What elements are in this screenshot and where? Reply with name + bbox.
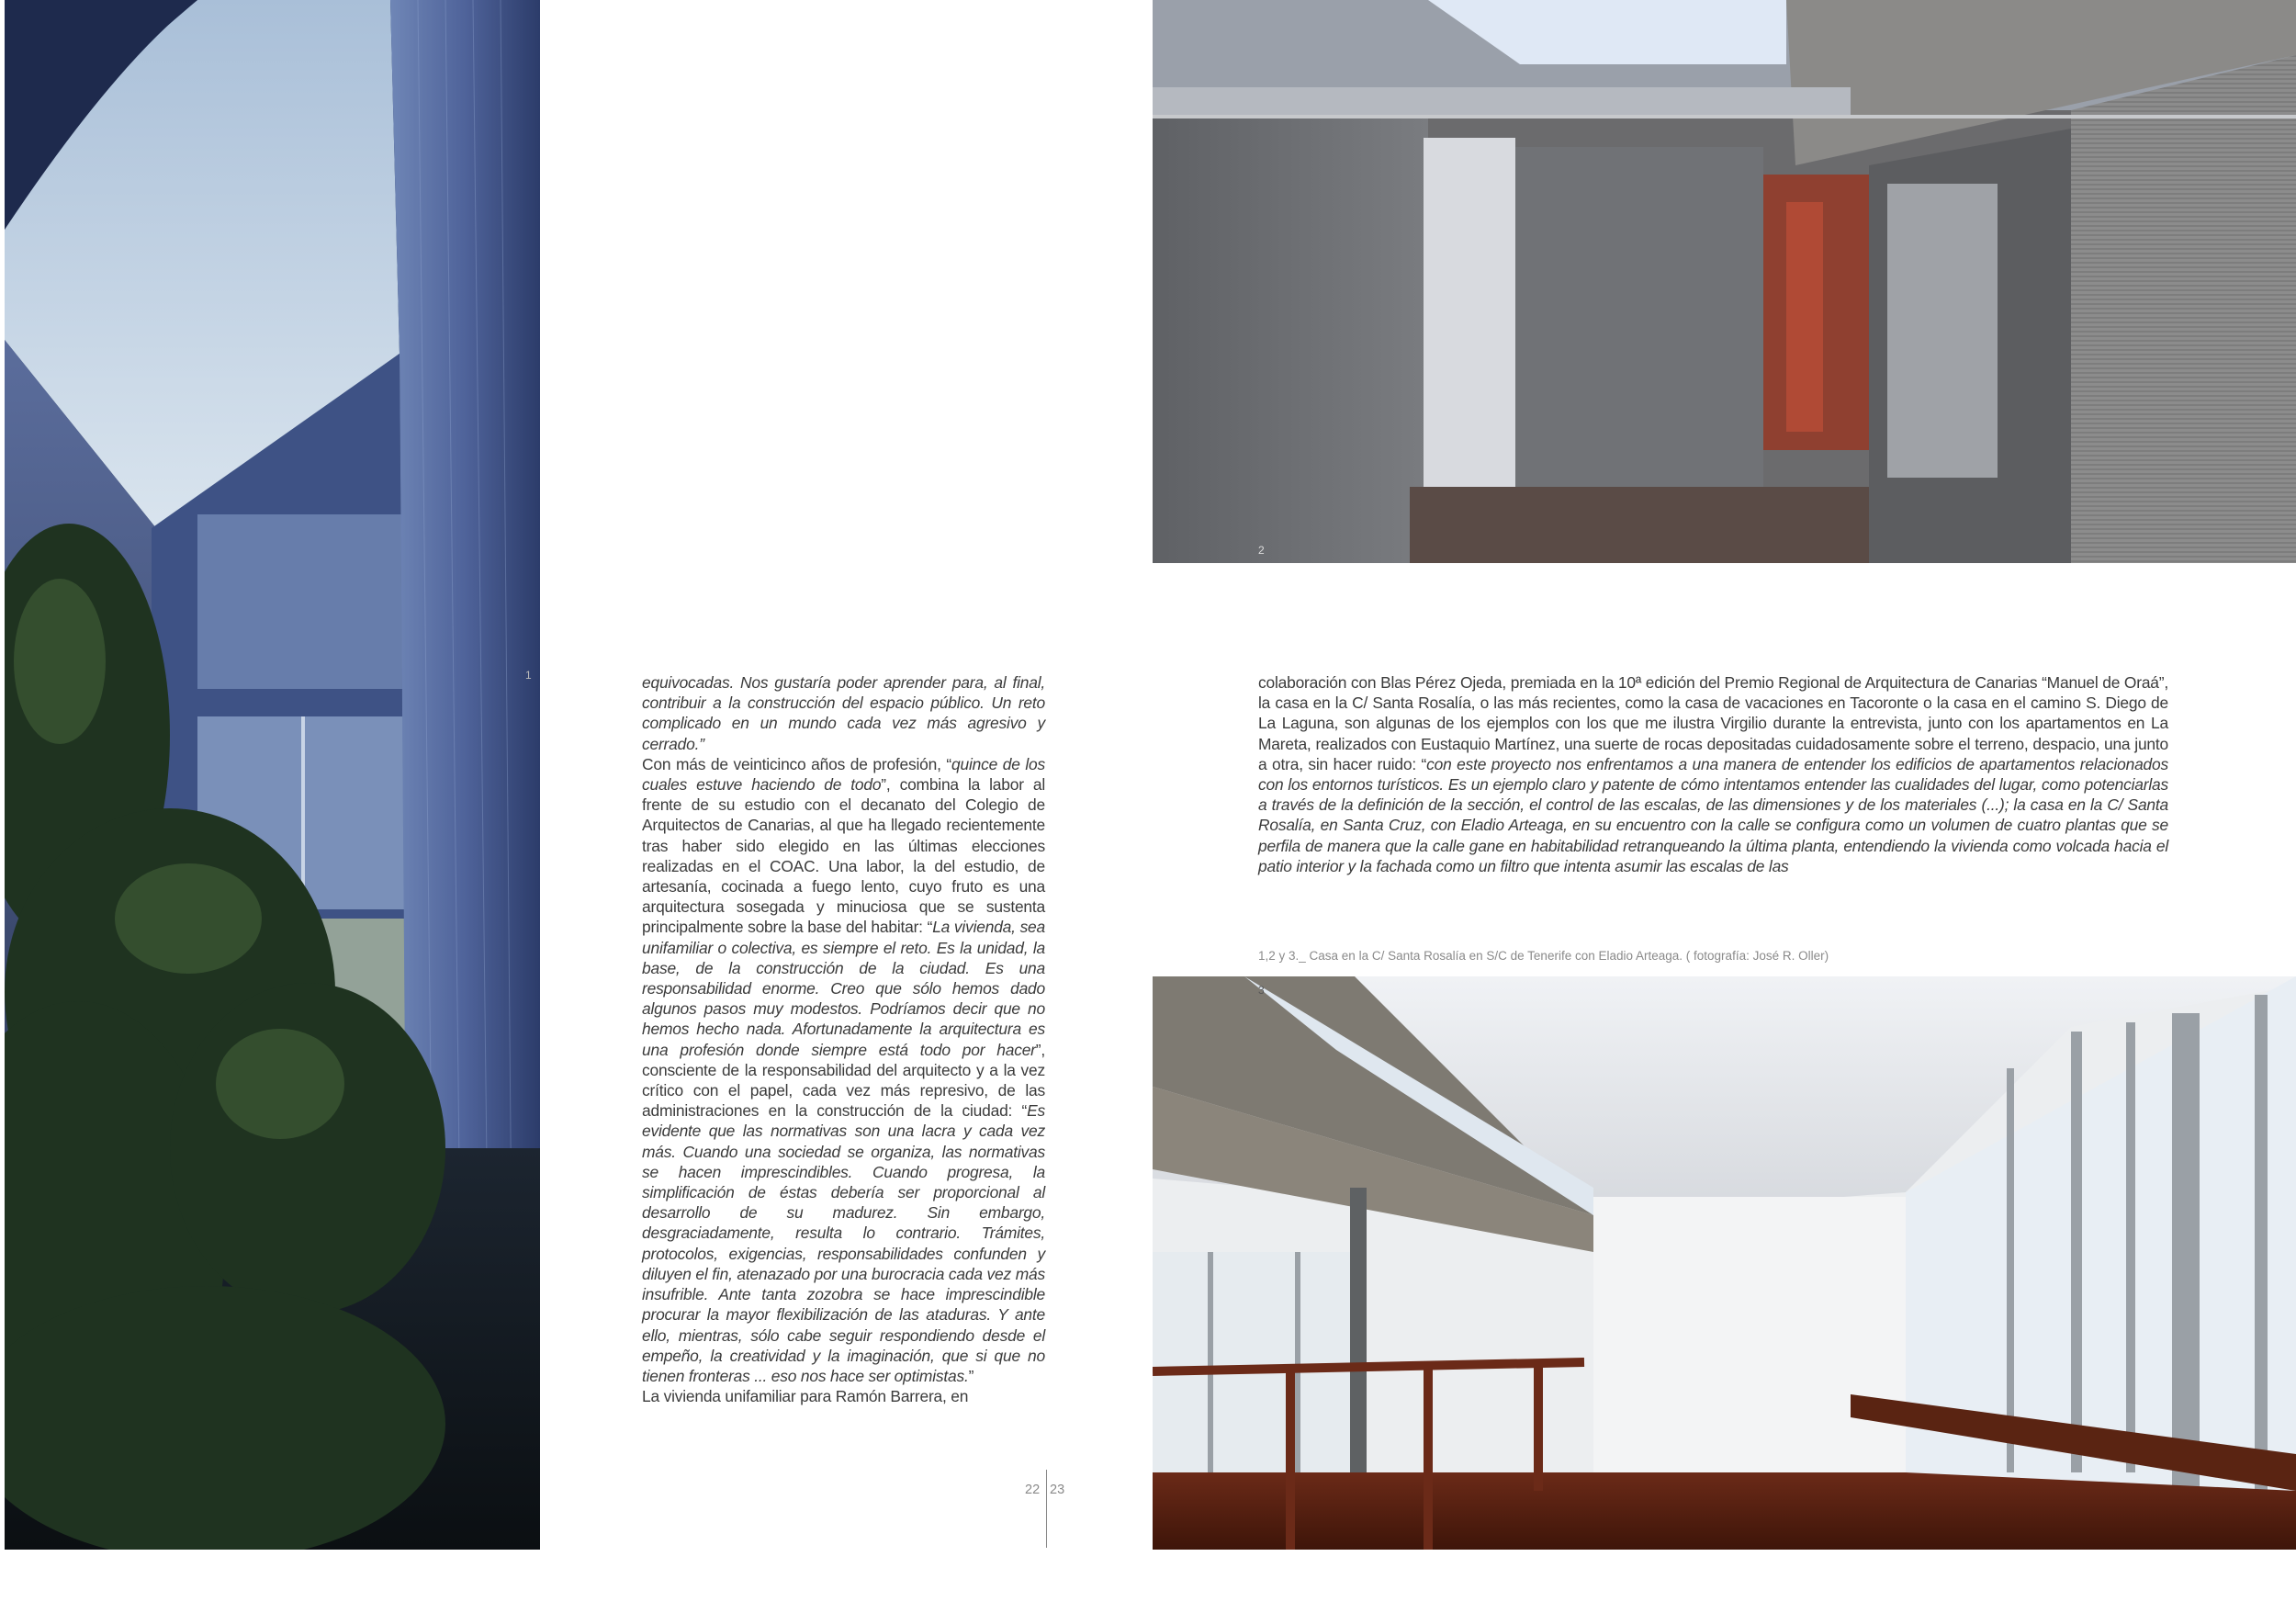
quote-text: quince de los cuales estuve haciendo de todo xyxy=(642,754,1045,795)
body-text: ”, consciente de la responsabilidad del arquitecto y a la vez crítico con el papel, cada vez más represivo, de las administraciones en la construcción de la ciudad: “ xyxy=(642,1040,1045,1121)
body-text: colaboración con Blas Pérez Ojeda, premiada en la 10ª edición del Premio Regional de Arquitectura de Canarias “Manuel de Oraá”, la casa en la C/ Santa Rosalía, o las más recientes, como la casa de vacaciones en Tacoronte o la casa en el camino S. Diego de La Laguna, son algunas de los ejemplos con los que me ilustra Virgilio durante la entrevista, junto con los apartamentos en La Mareta, realizados con Eustaquio Martínez, una suerte de rocas depositadas cuidadosamente sobre el terreno, despacio, una junto a otra, sin hacer ruido: “ xyxy=(1258,673,2168,773)
body-text: ”, combina la labor al frente de su estudio con el decanato del Colegio de Arquitectos de Canarias, al que ha llegado recientemente tras haber sido elegido en las últimas elecciones realizadas en el COAC. Una labor, la del estudio, de artesanía, cocinada a fuego lento, cuyo fruto es una arquitectura sosegada y minuciosa que se sustenta principalmente sobre la base del habitar: “ xyxy=(642,775,1045,937)
quote-text: con este proyecto nos enfrentamos a una manera de entender los edificios de apartamentos relacionados con los entornos turísticos. Es un ejemplo claro y patente de cómo intentamos entender las cualidades del lugar, como potenciarlas a través de la definición de la sección, el control de las escalas, de las dimensiones y de los materiales (...); la casa en la C/ Santa Rosalía, en Santa Cruz, con Eladio Arteaga, en su encuentro con la calle se configura como un volumen de cuatro plantas que se perfila de manera que la calle gane en habitabilidad retranqueando la última planta, entendiendo la vivienda como volcada hacia el patio interior y la fachada como un filtro que intenta asumir las escalas de las xyxy=(1258,754,2168,875)
quote-text: La vivienda, sea unifamiliar o colectiva, es siempre el reto. Es la unidad, la base, de la construcción de la ciudad. Es una responsabilidad enorme. Creo que sólo hemos dado algunos pasos muy modestos. Podríamos decir que no hemos hecho nada. Afortunadamente la arquitectura es una profesión donde siempre está todo por hacer xyxy=(642,918,1046,1059)
patio-facade-image xyxy=(1153,0,2296,563)
body-text: Con más de veinticinco años de profesión, “ xyxy=(642,754,952,773)
right-page-number: 23 xyxy=(1050,1483,1065,1497)
left-page-number: 22 xyxy=(1025,1483,1041,1497)
photo-2-number: 2 xyxy=(1258,544,1265,557)
right-paragraph xyxy=(1258,672,2168,876)
photo-interior xyxy=(1153,976,2296,1550)
photo-patio-facade xyxy=(1153,0,2296,563)
body-text: ” xyxy=(968,1366,974,1385)
quote-text: Es evidente que las normativas son una lacra y cada vez más. Cuando una sociedad se organiza, las normativas se hacen imprescindibles. Cuando progresa, la simplificación de éstas debería ser proporcional al desarrollo de su madurez. Sin embargo, desgraciadamente, resulta lo contrario. Trámites, protocolos, exigencias, responsabilidades confunden y diluyen el fin, atenazado por una burocracia cada vez más insufrible. Ante tanta zozobra se hace imprescindible procurar la mayor flexibilización de las ataduras. Y ante ello, mientras, sólo cabe seguir respondiendo desde el empeño, la creatividad y la imaginación, que si que no tienen fronteras ... eso nos hace ser optimistas. xyxy=(642,1101,1045,1385)
interior-image xyxy=(1153,976,2296,1550)
photo-3-number: 3 xyxy=(1258,984,1265,997)
quote-text: equivocadas. Nos gustaría poder aprender para, al final, contribuir a la construcción del espacio público. Un reto complicado en un mundo cada vez más agresivo y cerrado.” xyxy=(642,673,1045,753)
photo-caption: 1,2 y 3._ Casa en la C/ Santa Rosalía en S/C de Tenerife con Eladio Arteaga. ( fotografía: José R. Oller) xyxy=(1258,949,1829,963)
folio-divider xyxy=(1046,1470,1047,1548)
left-text-column xyxy=(642,672,1045,1406)
left-paragraph-3: La vivienda unifamiliar para Ramón Barrera, en xyxy=(642,1387,969,1406)
left-paragraph-2 xyxy=(642,754,1045,1386)
courtyard-image xyxy=(5,0,540,1550)
photo-1-number: 1 xyxy=(525,669,532,682)
photo-courtyard-looking-up xyxy=(5,0,540,1550)
right-text-column xyxy=(1258,672,2168,876)
left-paragraph-1 xyxy=(642,672,1045,754)
